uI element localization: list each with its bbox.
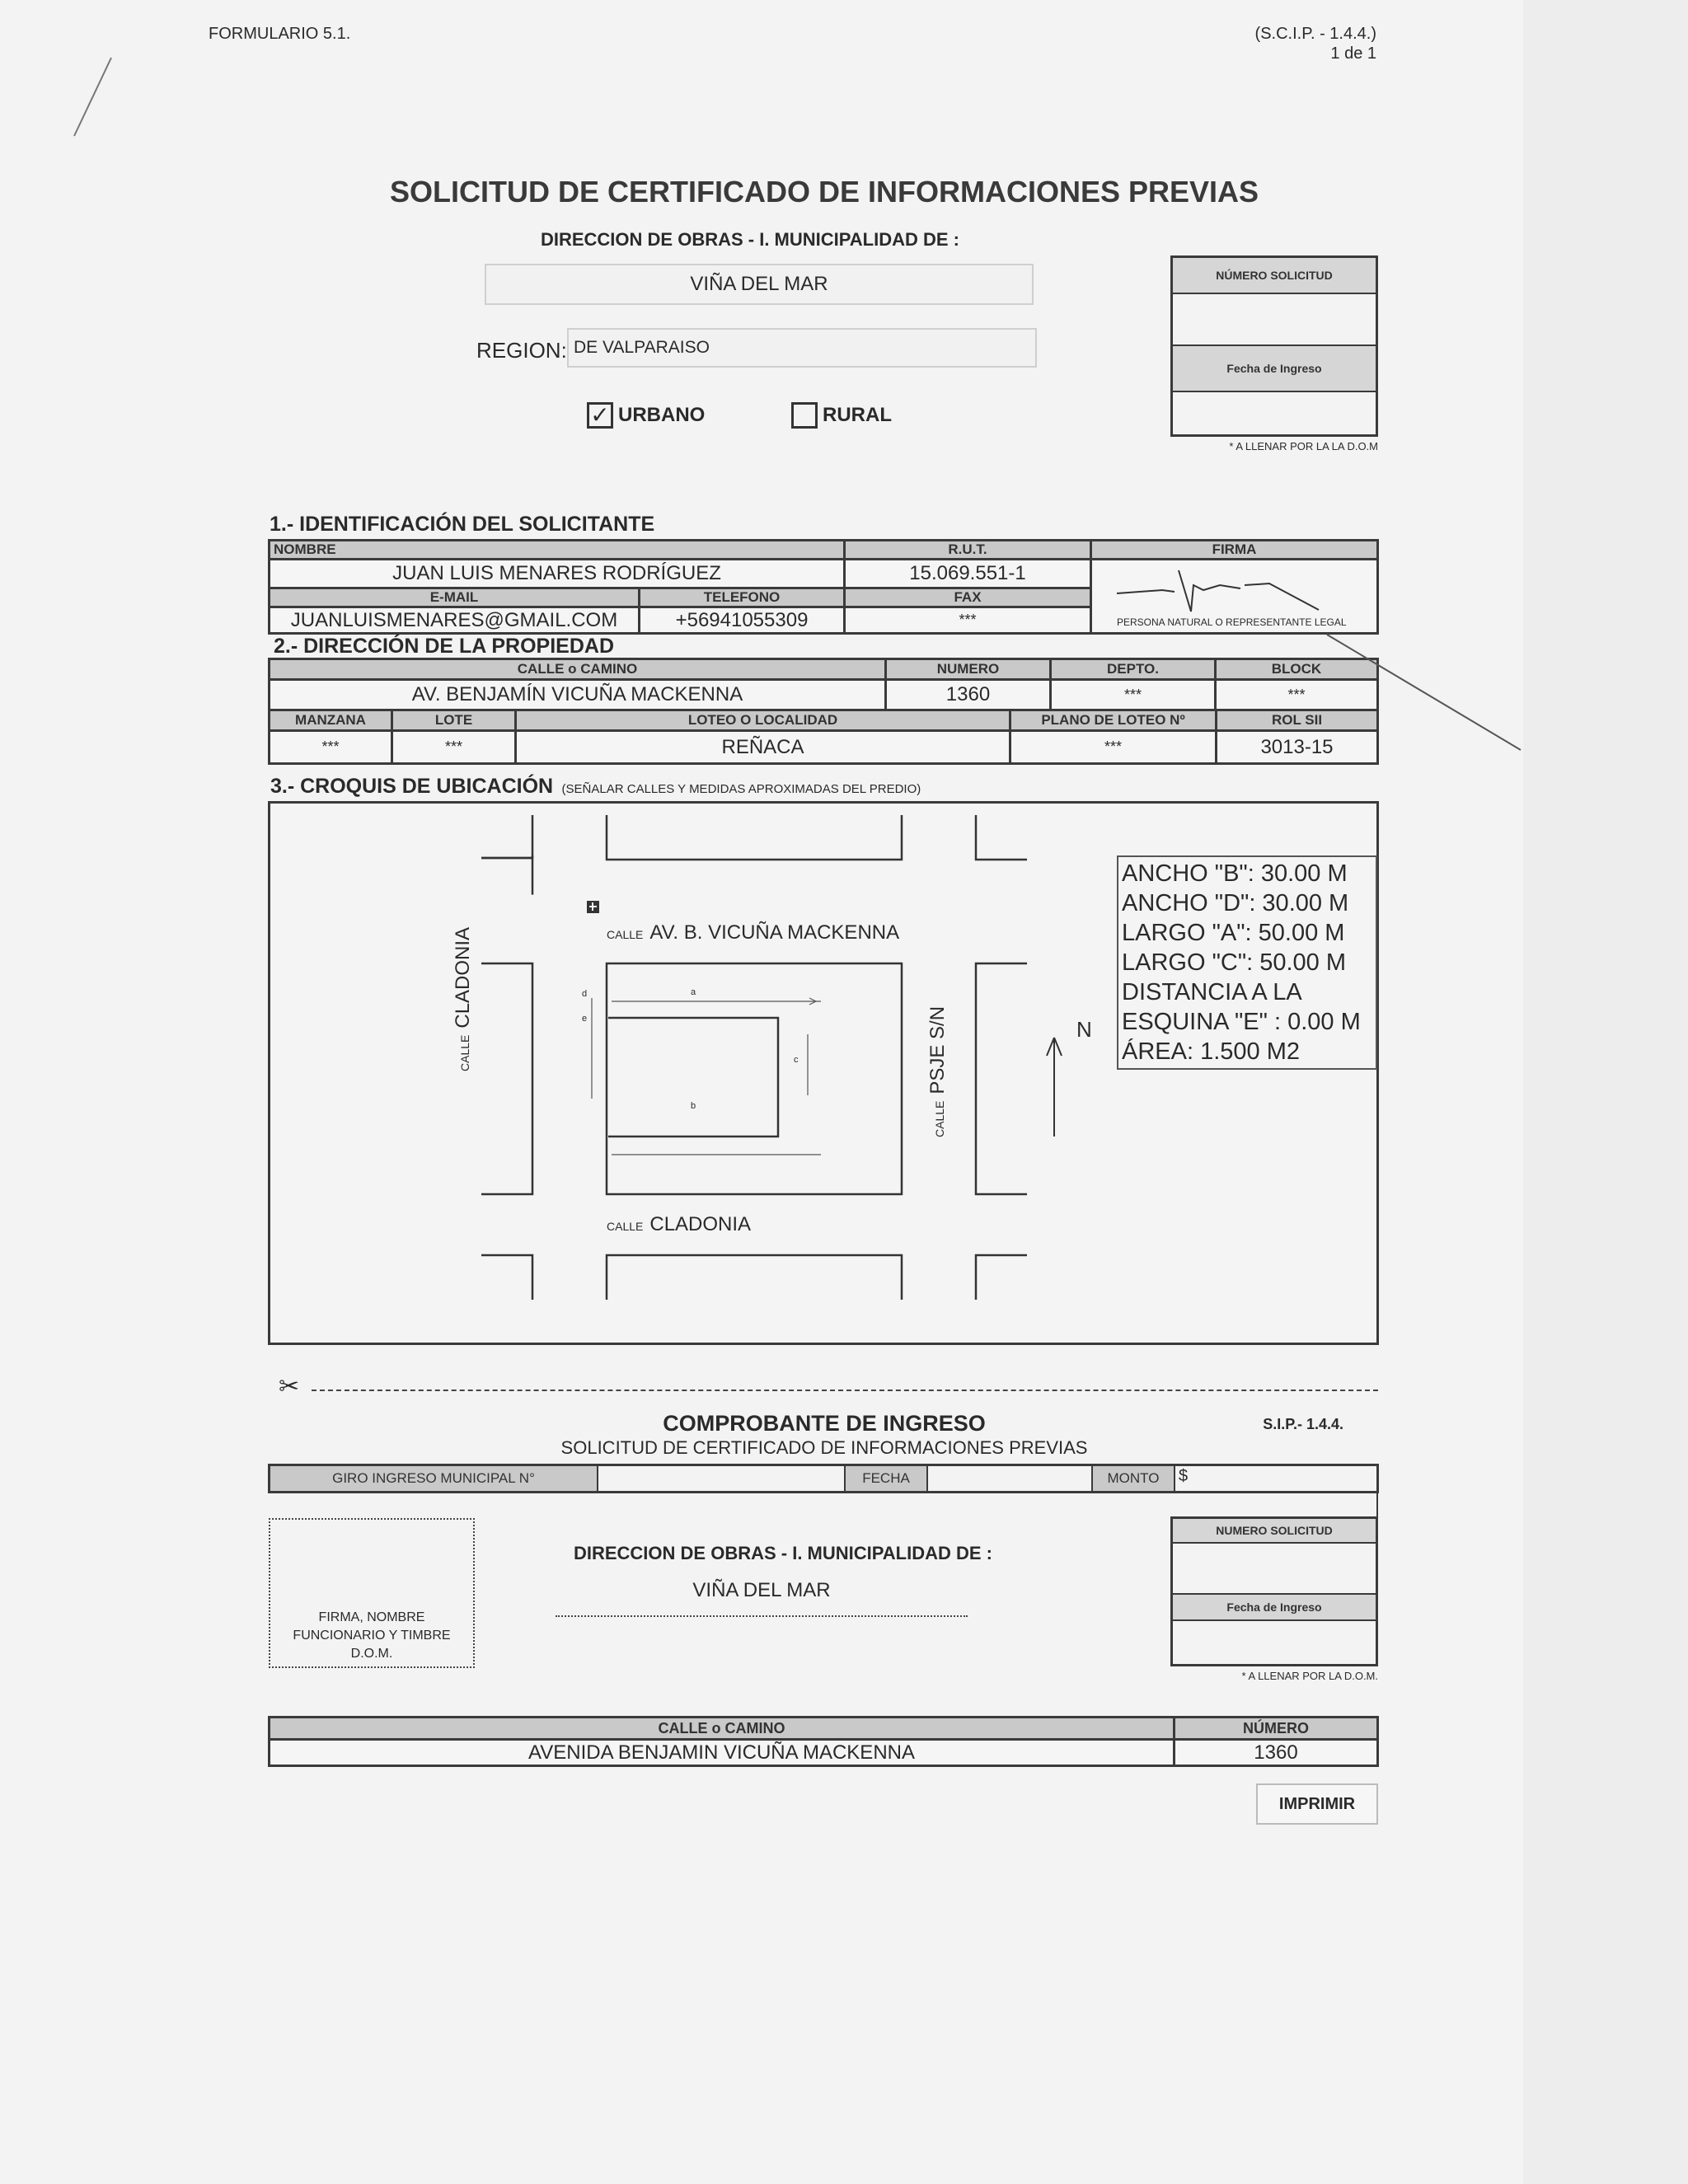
receipt-fecha-field[interactable] bbox=[1171, 1621, 1377, 1665]
receipt-calle-field[interactable]: AVENIDA BENJAMIN VICUÑA MACKENNA bbox=[269, 1739, 1175, 1766]
telefono-field[interactable]: +56941055309 bbox=[639, 607, 845, 634]
rut-header: R.U.T. bbox=[844, 540, 1091, 560]
street-top bbox=[607, 921, 899, 944]
plano-header: PLANO DE LOTEO Nº bbox=[1010, 710, 1217, 731]
dim-e-label: e bbox=[582, 1014, 588, 1024]
office-note: * A LLENAR POR LA LA D.O.M bbox=[1229, 440, 1378, 452]
manzana-header: MANZANA bbox=[269, 710, 392, 731]
street-bottom-name: CLADONIA bbox=[649, 1213, 752, 1235]
municipality-field[interactable]: VIÑA DEL MAR bbox=[485, 264, 1034, 305]
street-bottom bbox=[607, 1213, 751, 1236]
dom-underline bbox=[556, 1615, 968, 1617]
fecha-ingreso-label: Fecha de Ingreso bbox=[1171, 344, 1377, 392]
calle-field[interactable]: AV. BENJAMÍN VICUÑA MACKENNA bbox=[269, 679, 886, 710]
receipt-dom-label: DIRECCION DE OBRAS - I. MUNICIPALIDAD DE : bbox=[573, 1543, 993, 1563]
street-left-name: CLADONIA bbox=[452, 926, 474, 1029]
section2-title: 2.- DIRECCIÓN DE LA PROPIEDAD bbox=[274, 635, 615, 658]
manzana-field[interactable]: *** bbox=[269, 730, 392, 764]
firma-header: FIRMA bbox=[1090, 540, 1378, 560]
receipt-title: COMPROBANTE DE INGRESO bbox=[663, 1411, 986, 1436]
receipt-numero-header: NÚMERO bbox=[1174, 1717, 1378, 1740]
stray-line bbox=[1319, 626, 1523, 766]
section3-title: 3.- CROQUIS DE UBICACIÓN bbox=[270, 775, 554, 798]
rol-header: ROL SII bbox=[1216, 710, 1378, 731]
numero-header: NUMERO bbox=[885, 658, 1051, 680]
section3-heading bbox=[270, 775, 921, 799]
monto-currency: $ bbox=[1179, 1467, 1189, 1485]
fecha-field[interactable] bbox=[928, 1465, 1091, 1493]
fecha-ingreso-field[interactable] bbox=[1171, 392, 1377, 435]
measure-line: ANCHO "B": 30.00 M bbox=[1122, 860, 1348, 887]
monto-field[interactable] bbox=[1193, 1465, 1376, 1493]
calle-tag-bottom: CALLE bbox=[607, 1220, 644, 1233]
calle-tag-left: CALLE bbox=[458, 1034, 471, 1071]
scissors-icon: ✂ bbox=[279, 1373, 300, 1400]
calle-header: CALLE o CAMINO bbox=[269, 658, 886, 680]
fax-header: FAX bbox=[844, 588, 1091, 607]
measure-line: ANCHO "D": 30.00 M bbox=[1122, 890, 1349, 916]
numero-solicitud-label: NÚMERO SOLICITUD bbox=[1171, 256, 1377, 294]
measure-line: ÁREA: 1.500 M2 bbox=[1122, 1038, 1300, 1065]
monto-label: MONTO bbox=[1091, 1465, 1175, 1493]
plano-field[interactable]: *** bbox=[1010, 730, 1217, 764]
page-title: SOLICITUD DE CERTIFICADO DE INFORMACIONES PREVIAS bbox=[389, 175, 1259, 209]
firma-timbre-caption bbox=[269, 1609, 475, 1663]
form-id: FORMULARIO 5.1. bbox=[209, 25, 351, 43]
north-label: N bbox=[1076, 1017, 1092, 1042]
receipt-office-note: * A LLENAR POR LA D.O.M. bbox=[1241, 1670, 1378, 1682]
street-left bbox=[452, 824, 475, 1071]
municipality-label: DIRECCION DE OBRAS - I. MUNICIPALIDAD DE : bbox=[540, 229, 960, 250]
measure-line: DISTANCIA A LA bbox=[1122, 979, 1302, 1005]
rut-field[interactable]: 15.069.551-1 bbox=[844, 559, 1091, 588]
urbano-checkbox[interactable]: ✓ bbox=[587, 402, 613, 429]
region-field[interactable]: DE VALPARAISO bbox=[567, 328, 1037, 368]
telefono-header: TELEFONO bbox=[639, 588, 845, 607]
firma-line: D.O.M. bbox=[350, 1647, 393, 1661]
dim-d-label: d bbox=[582, 989, 588, 999]
form-code: (S.C.I.P. - 1.4.4.) bbox=[1254, 25, 1376, 43]
lote-header: LOTE bbox=[392, 710, 516, 731]
depto-header: DEPTO. bbox=[1050, 658, 1216, 680]
urbano-label: URBANO bbox=[618, 404, 706, 426]
street-top-name: AV. B. VICUÑA MACKENNA bbox=[649, 921, 900, 944]
lote-field[interactable]: *** bbox=[392, 730, 516, 764]
nombre-header: NOMBRE bbox=[269, 540, 845, 560]
firma-caption: PERSONA NATURAL O REPRESENTANTE LEGAL bbox=[1117, 616, 1347, 628]
section1-title: 1.- IDENTIFICACIÓN DEL SOLICITANTE bbox=[270, 513, 655, 536]
measure-line: LARGO "A": 50.00 M bbox=[1122, 920, 1345, 946]
numero-field[interactable]: 1360 bbox=[885, 679, 1051, 710]
calle-tag-top: CALLE bbox=[607, 928, 644, 941]
section3-subtitle: (SEÑALAR CALLES Y MEDIDAS APROXIMADAS DEL PREDIO) bbox=[561, 782, 921, 796]
street-right-name: PSJE S/N bbox=[926, 1005, 949, 1094]
rural-label: RURAL bbox=[823, 404, 892, 426]
cut-line bbox=[312, 1390, 1378, 1391]
receipt-numero-field[interactable] bbox=[1171, 1544, 1377, 1593]
email-header: E-MAIL bbox=[269, 588, 640, 607]
receipt-calle-header: CALLE o CAMINO bbox=[269, 1717, 1175, 1740]
street-right bbox=[926, 890, 950, 1137]
email-field[interactable]: JUANLUISMENARES@GMAIL.COM bbox=[269, 607, 640, 634]
loteo-field[interactable]: REÑACA bbox=[515, 730, 1010, 764]
loteo-header: LOTEO O LOCALIDAD bbox=[515, 710, 1010, 731]
receipt-subtitle: SOLICITUD DE CERTIFICADO DE INFORMACIONES PREVIAS bbox=[560, 1437, 1088, 1458]
receipt-code: S.I.P.- 1.4.4. bbox=[1263, 1416, 1343, 1432]
firma-line: FUNCIONARIO Y TIMBRE bbox=[293, 1629, 451, 1643]
dim-b-label: b bbox=[691, 1101, 696, 1111]
print-button[interactable]: IMPRIMIR bbox=[1256, 1783, 1378, 1825]
pen-mark bbox=[58, 49, 124, 148]
receipt-numero-field-value[interactable]: 1360 bbox=[1174, 1739, 1378, 1766]
fecha-label: FECHA bbox=[844, 1465, 928, 1493]
depto-field[interactable]: *** bbox=[1050, 679, 1216, 710]
numero-solicitud-field[interactable] bbox=[1171, 293, 1377, 344]
receipt-fecha-label: Fecha de Ingreso bbox=[1171, 1593, 1377, 1621]
rural-checkbox[interactable] bbox=[791, 402, 818, 429]
nombre-field[interactable]: JUAN LUIS MENARES RODRÍGUEZ bbox=[269, 559, 845, 588]
rol-field[interactable]: 3013-15 bbox=[1216, 730, 1378, 764]
signature-image bbox=[1113, 560, 1360, 618]
measures-box bbox=[1117, 855, 1377, 1070]
fax-field[interactable]: *** bbox=[844, 607, 1091, 634]
region-label: REGION: bbox=[476, 338, 567, 363]
receipt-dom-value[interactable]: VIÑA DEL MAR bbox=[692, 1579, 831, 1601]
receipt-numero-label: NUMERO SOLICITUD bbox=[1171, 1517, 1377, 1544]
dim-c-label: c bbox=[794, 1055, 799, 1065]
receipt-edge bbox=[1376, 1492, 1378, 1518]
dim-a-label: a bbox=[691, 987, 696, 997]
measure-line: ESQUINA "E" : 0.00 M bbox=[1122, 1009, 1361, 1035]
giro-field[interactable] bbox=[598, 1465, 846, 1493]
calle-tag-right: CALLE bbox=[933, 1100, 946, 1137]
page-number: 1 de 1 bbox=[1330, 45, 1376, 63]
measure-line: LARGO "C": 50.00 M bbox=[1122, 949, 1347, 976]
block-header: BLOCK bbox=[1215, 658, 1378, 680]
block-field[interactable]: *** bbox=[1215, 679, 1378, 710]
giro-label: GIRO INGRESO MUNICIPAL N° bbox=[269, 1465, 598, 1493]
firma-line: FIRMA, NOMBRE bbox=[318, 1610, 425, 1624]
